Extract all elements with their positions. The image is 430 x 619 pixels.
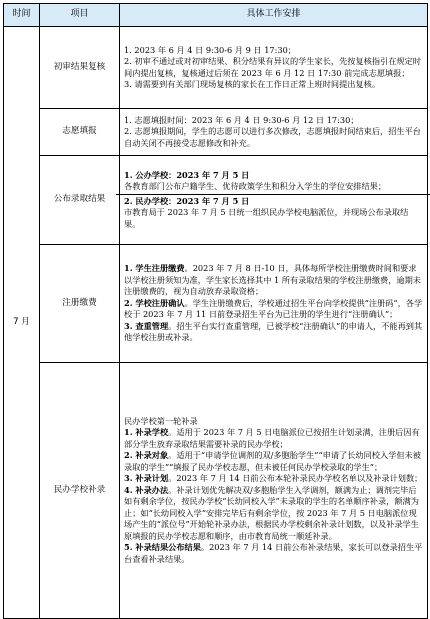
supplement-para-5 [124, 542, 423, 565]
supplement-label-2: 2. 补录对象 [124, 450, 169, 461]
supplement-text-1: 。适用于 2023 年 7 月 5 日电脑派位已按招生计划录满，注册后因有部分学生放弃录取结果需要补录的民办学校； [124, 427, 420, 449]
month-cell: 7 月 [4, 27, 40, 619]
register-label-2: 2. 学校注册确认 [124, 297, 185, 308]
table-row-volunteer [4, 109, 428, 156]
item-review: 初审结果复核 [40, 27, 120, 109]
supplement-label-1: 1. 补录学校 [124, 427, 169, 438]
table-header-row [4, 4, 428, 27]
supplement-para-2 [124, 450, 423, 473]
item-volunteer: 志愿填报 [40, 109, 120, 156]
announce-private-title: 2. 民办学校：2023 年 7 月 5 日 [124, 195, 250, 206]
table-row-supplement [4, 363, 428, 619]
table-row-register [4, 245, 428, 363]
detail-announce [120, 156, 428, 245]
supplement-label-4: 4. 补录办法 [124, 484, 169, 495]
review-line-2: 2. 初审不通过或对初审结果、积分结果有异议的学生家长，先按复核指引在规定时间内提出复核，复核通过后须在 2023 年 6 月 12 日 17:30 前完成志愿填报； [124, 56, 421, 78]
register-para-2 [124, 298, 423, 321]
supplement-text-5: 。2023 年 7 月 14 日前公布补录结果，家长可以登录招生平台查看补录结果。 [124, 542, 423, 564]
detail-register [120, 245, 428, 363]
register-para-3 [124, 321, 423, 344]
supplement-para-1 [124, 427, 423, 450]
announce-public-body: 各教育部门公布户籍学生、优待政策学生和积分入学生的学位安排结果； [124, 181, 387, 192]
supplement-label-5: 5. 补录结果公布结果 [124, 542, 201, 553]
register-text-3: 。招生平台实行查重管理，已被学校“注册确认”的申请人，不能再到其他学校注册或补录。 [124, 320, 423, 343]
supplement-para-4 [124, 485, 423, 543]
register-label-3: 3. 查重管理 [124, 320, 169, 331]
item-register: 注册缴费 [40, 245, 120, 363]
detail-volunteer [120, 109, 428, 156]
volunteer-line-1: 1. 志愿填报时间：2023 年 6 月 4 日 9:30-6 月 12 日 17:30； [124, 114, 359, 125]
review-line-3: 3. 请需要到有关部门现场复核的家长在工作日正常上班时间提出复核。 [124, 79, 381, 89]
header-time: 时间 [4, 4, 40, 27]
supplement-text-4: 。补录计划优先解决双/多胞胎学生入学调剂，额满为止；调剂完毕后如有剩余学位，按民办学校“长幼同校入学”未录取的学生的名单顺序补录，额满为止；如“长幼同校入学”安排完毕后有剩余学位，按 2023 年 7 月 5 日电脑派位现场产生的“派位号”开始轮补录办法，根据民办学校剩余补录计划数，以及补录学生原填报的民办学校志愿和顺序，由市教育局统一顺延补录。 [124, 484, 419, 541]
announce-private-body: 市教育局于 2023 年 7 月 5 日统一组织民办学校电脑派位，并现场公布录取结果。 [124, 207, 409, 229]
announce-public-title: 1. 公办学校：2023 年 7 月 5 日 [124, 169, 250, 180]
detail-supplement [120, 363, 428, 619]
enrollment-schedule-sheet [3, 3, 427, 619]
item-supplement: 民办学校补录 [40, 363, 120, 619]
volunteer-line-2: 2. 志愿填报期间，学生的志愿可以进行多次修改，志愿填报时间结束后，招生平台自动关闭不再接受志愿修改和补充。 [124, 126, 421, 148]
table-row-announce [4, 156, 428, 245]
register-label-1: 1. 学生注册缴费 [124, 263, 185, 274]
register-text-2: 。学生注册缴费后，学校通过招生平台向学校提供“注册码”，各学校于 2023 年 7 月 11 日前登录招生平台为已注册的学生进行“注册确认”； [124, 297, 423, 320]
header-item: 项目 [40, 4, 120, 27]
register-text-1: 。2023 年 7 月 8 日-10 日，具体每所学校注册缴费时间和要求以学校注册须知为准，学生家长选择其中 1 所有录取结果的学校注册缴费，逾期未注册缴费的，视为自动放弃录取资格； [124, 263, 421, 297]
supplement-text-3: 。2023 年 7 月 14 日前公布本轮补录民办学校名单以及补录计划数； [168, 473, 423, 484]
header-detail: 具体工作安排 [120, 4, 428, 27]
item-announce: 公布录取结果 [40, 156, 120, 245]
supplement-label-3: 3. 补录计划 [124, 473, 169, 484]
schedule-table [3, 3, 428, 619]
supplement-text-2: 。适用于“申请学位调剂的双/多胞胎学生”“申请了长幼同校入学但未被录取的学生”“填报了民办学校志愿，但未被任何民办学校录取的学生”； [124, 450, 421, 472]
register-para-1 [124, 263, 423, 298]
supplement-title: 民办学校第一轮补录 [124, 415, 198, 426]
review-line-1: 1. 2023 年 6 月 4 日 9:30-6 月 9 日 17:30； [124, 44, 296, 55]
detail-review [120, 27, 428, 109]
table-row-review [4, 27, 428, 109]
supplement-para-3 [124, 473, 423, 485]
